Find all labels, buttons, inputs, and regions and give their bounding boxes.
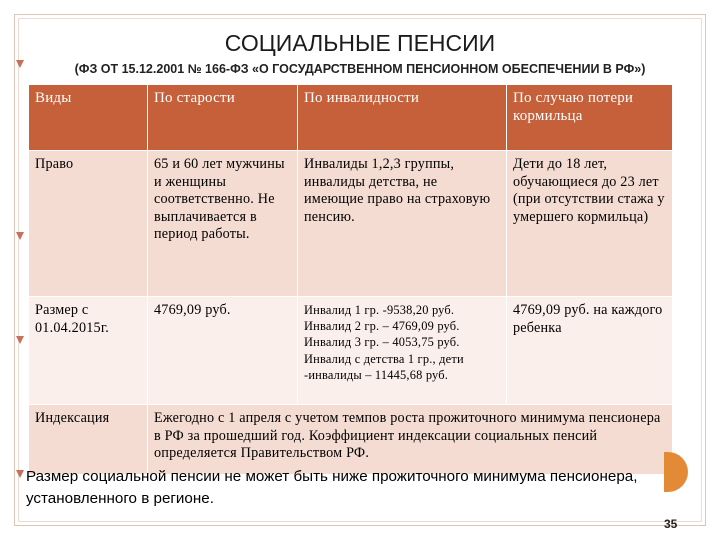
table-row [29, 297, 673, 405]
cell-indexation-text: Ежегодно с 1 апреля с учетом темпов роста прожиточного минимума пенсионера в РФ за прошедший год. Коэффициент индексации социальных пенсий определяется Правительством РФ. [148, 405, 673, 475]
table-header-row [29, 85, 673, 151]
header-cell-old-age: По старости [148, 85, 298, 151]
pension-table [28, 84, 673, 475]
cell-right-disability: Инвалиды 1,2,3 группы, инвалиды детства, не имеющие право на страховую пенсию. [298, 151, 507, 297]
cell-amount-old-age: 4769,09 руб. [148, 297, 298, 405]
bottom-note: Размер социальной пенсии не может быть ниже прожиточного минимума пенсионера, установленного в регионе. [26, 468, 638, 507]
cell-amount-survivor: 4769,09 руб. на каждого ребенка [507, 297, 673, 405]
header-cell-disability: По инвалидности [298, 85, 507, 151]
bullet-marker [16, 232, 24, 240]
header-cell-survivor: По случаю потери кормильца [507, 85, 673, 151]
table-row [29, 151, 673, 297]
bullet-marker [16, 336, 24, 344]
slide-subtitle: (ФЗ ОТ 15.12.2001 № 166-ФЗ «О ГОСУДАРСТВЕННОМ ПЕНСИОННОМ ОБЕСПЕЧЕНИИ В РФ») [74, 62, 646, 76]
table-row [29, 405, 673, 475]
cell-right-survivor: Дети до 18 лет, обучающиеся до 23 лет (при отсутствии стажа у умершего кормильца) [507, 151, 673, 297]
header-cell-types: Виды [29, 85, 148, 151]
row-label-indexation: Индексация [29, 405, 148, 475]
row-label-right: Право [29, 151, 148, 297]
row-label-amount: Размер с 01.04.2015г. [29, 297, 148, 405]
cell-amount-disability: Инвалид 1 гр. -9538,20 руб. Инвалид 2 гр. – 4769,09 руб. Инвалид 3 гр. – 4053,75 руб. Инвалид с детства 1 гр., дети -инвалиды – 11445,68 руб. [298, 297, 507, 405]
page-number: 35 [664, 517, 678, 531]
slide-title: СОЦИАЛЬНЫЕ ПЕНСИИ [224, 30, 496, 56]
cell-right-old-age: 65 и 60 лет мужчины и женщины соответственно. Не выплачивается в период работы. [148, 151, 298, 297]
bullet-marker [16, 470, 24, 478]
